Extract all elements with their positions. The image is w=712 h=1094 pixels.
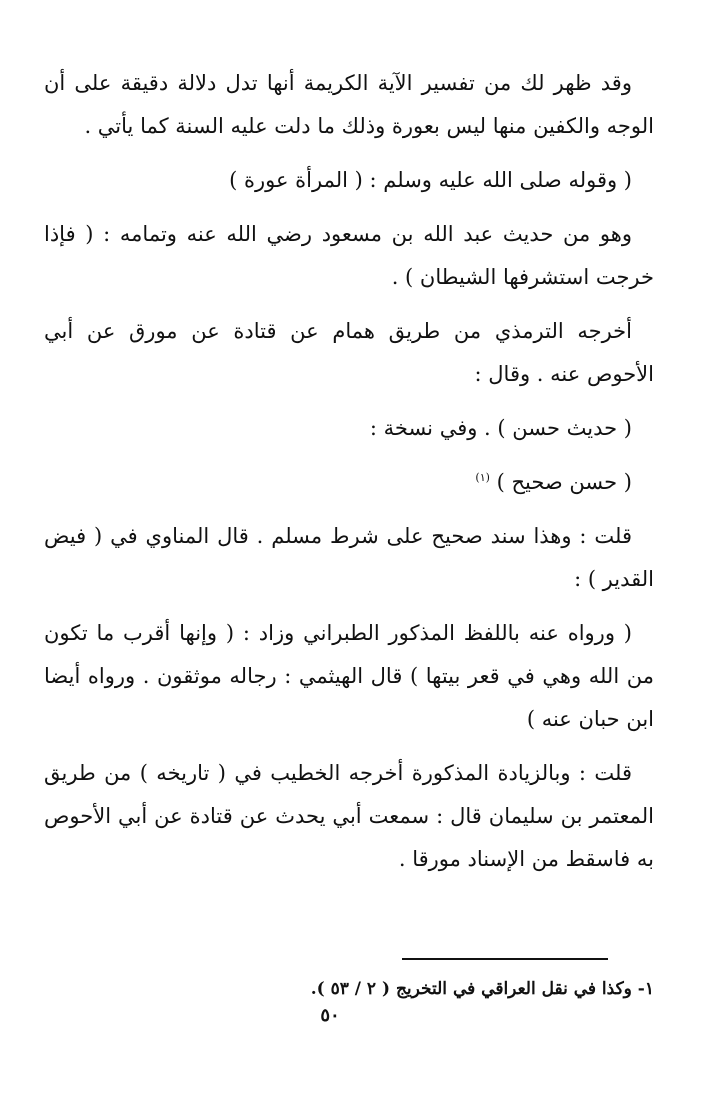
paragraph-face-hands: وقد ظهر لك من تفسير الآية الكريمة أنها تدل دلالة دقيقة على أن الوجه والكفين منها ليس بعورة وذلك ما دلت عليه السنة كما يأتي . xyxy=(44,71,654,138)
page-number: ٥٠ xyxy=(320,1005,340,1026)
page-body xyxy=(44,62,654,892)
footnote-divider xyxy=(402,958,608,960)
paragraph-tirmidhi: أخرجه الترمذي من طريق همام عن قتادة عن مورق عن أبي الأحوص عنه . وقال : xyxy=(44,319,654,386)
footnote-marker: (١) xyxy=(475,471,490,484)
paragraph-tabarani: ( ورواه عنه باللفظ المذكور الطبراني وزاد : ( وإنها أقرب ما تكون من الله وهي في قعر بيتها ) قال الهيثمي : رجاله موثقون . ورواه أيضا ابن حبان عنه ) xyxy=(44,621,654,731)
hadith-woman-awrah: ( وقوله صلى الله عليه وسلم : ( المرأة عورة ) xyxy=(229,168,632,192)
paragraph-munawi: قلت : وهذا سند صحيح على شرط مسلم . قال المناوي في ( فيض القدير ) : xyxy=(44,524,654,591)
grading-hasan: ( حديث حسن ) . وفي نسخة : xyxy=(369,416,632,440)
footnote-text: ١- وكذا في نقل العراقي في التخريج ( ٢ / ٥٣ ). xyxy=(310,979,654,999)
grading-hasan-sahih xyxy=(44,461,654,504)
paragraph-khatib: قلت : وبالزيادة المذكورة أخرجه الخطيب في ( تاريخه ) من طريق المعتمر بن سليمان قال : سمعت أبي يحدث عن قتادة عن أبي الأحوص به فاسقط من الإسناد مورقا . xyxy=(44,761,654,871)
grading-hasan-sahih-text: ( حسن صحيح ) xyxy=(496,470,632,494)
paragraph-ibn-masud: وهو من حديث عبد الله بن مسعود رضي الله عنه وتمامه : ( فإذا خرجت استشرفها الشيطان ) . xyxy=(44,222,654,289)
